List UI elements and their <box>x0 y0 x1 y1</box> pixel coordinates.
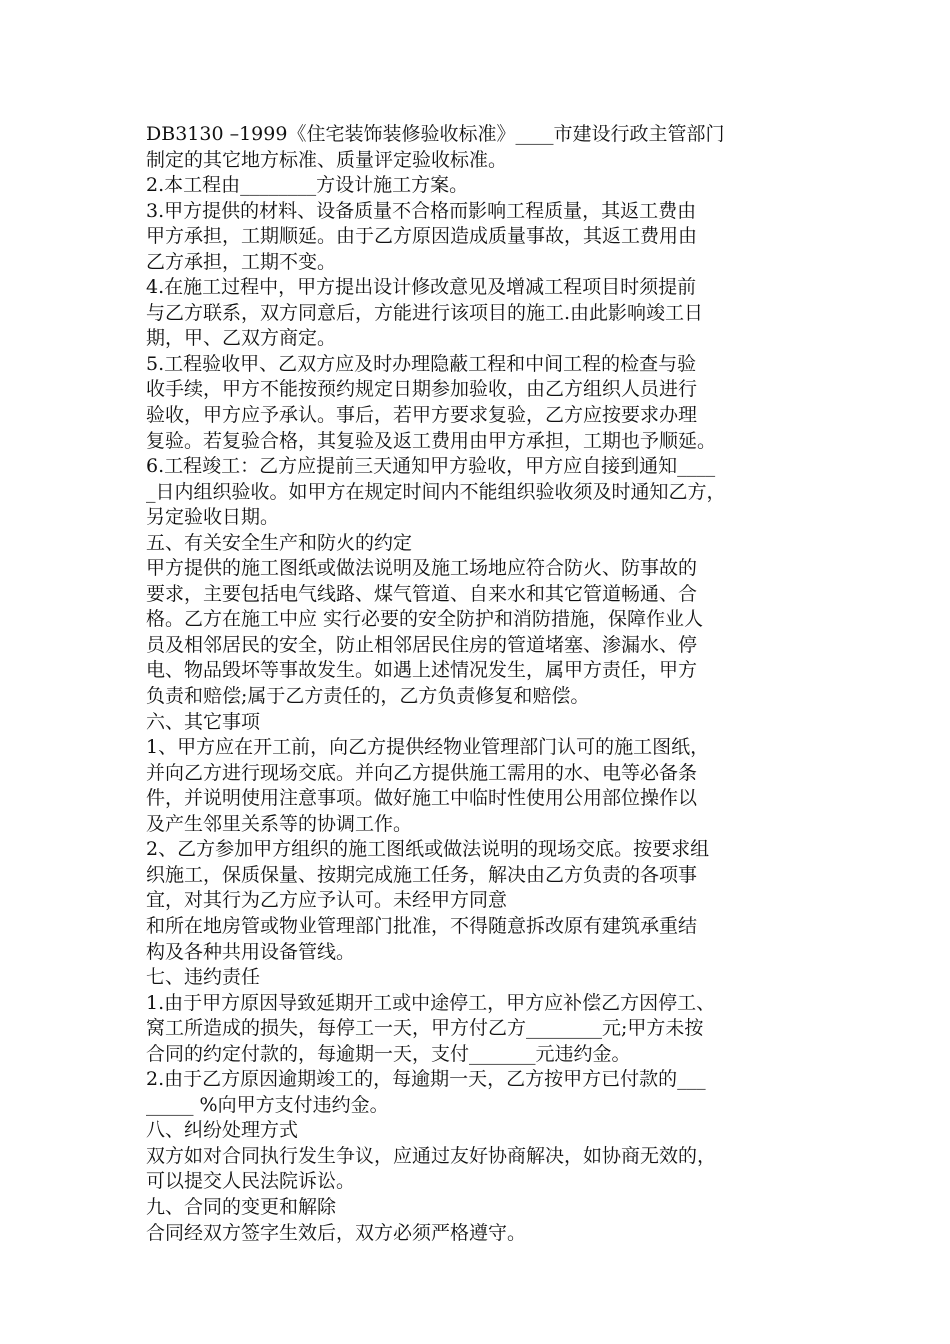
text-line: _____ %向甲方支付违约金。 <box>146 1093 389 1116</box>
text-line: 及产生邻里关系等的协调工作。 <box>146 812 413 835</box>
text-line: 六、其它事项 <box>146 710 261 733</box>
text-line: 窝工所造成的损失，每停工一天，甲方付乙方________元;甲方未按 <box>146 1017 704 1040</box>
text-line: 6.工程竣工：乙方应提前三天通知甲方验收，甲方应自接到通知____ <box>146 455 716 478</box>
text-line: 并向乙方进行现场交底。并向乙方提供施工需用的水、电等必备条 <box>146 761 698 784</box>
text-line: 负责和赔偿;属于乙方责任的，乙方负责修复和赔偿。 <box>146 685 590 708</box>
text-line: 制定的其它地方标准、质量评定验收标准。 <box>146 148 508 171</box>
text-line: 验收，甲方应予承认。事后，若甲方要求复验，乙方应按要求办理 <box>146 404 698 427</box>
text-line: 五、有关安全生产和防火的约定 <box>146 531 413 554</box>
text-line: 1、甲方应在开工前，向乙方提供经物业管理部门认可的施工图纸， <box>146 736 710 759</box>
text-line: 5.工程验收甲、乙双方应及时办理隐蔽工程和中间工程的检查与验 <box>146 352 697 375</box>
text-line: 复验。若复验合格，其复验及返工费用由甲方承担，工期也予顺延。 <box>146 429 717 452</box>
text-line: 3.甲方提供的材料、设备质量不合格而影响工程质量，其返工费由 <box>146 199 697 222</box>
text-line: 八、纠纷处理方式 <box>146 1119 299 1142</box>
text-line: 收手续，甲方不能按预约规定日期参加验收，由乙方组织人员进行 <box>146 378 698 401</box>
text-line: 格。乙方在施工中应 实行必要的安全防护和消防措施，保障作业人 <box>146 608 704 631</box>
text-line: 合同的约定付款的，每逾期一天，支付_______元违约金。 <box>146 1042 631 1065</box>
text-line: 宜，对其行为乙方应予认可。未经甲方同意 <box>146 889 508 912</box>
text-line: 和所在地房管或物业管理部门批准，不得随意拆改原有建筑承重结 <box>146 914 698 937</box>
text-line: 2、乙方参加甲方组织的施工图纸或做法说明的现场交底。按要求组 <box>146 838 710 861</box>
text-line: 2.由于乙方原因逾期竣工的，每逾期一天，乙方按甲方已付款的___ <box>146 1068 706 1091</box>
text-line: 4.在施工过程中，甲方提出设计修改意见及增减工程项目时须提前 <box>146 276 697 299</box>
text-line: 电、物品毁坏等事故发生。如遇上述情况发生，属甲方责任，甲方 <box>146 659 698 682</box>
text-line: 甲方承担，工期顺延。由于乙方原因造成质量事故，其返工费用由 <box>146 225 698 248</box>
text-line: 1.由于甲方原因导致延期开工或中途停工，甲方应补偿乙方因停工、 <box>146 991 716 1014</box>
text-line: 件，并说明使用注意事项。做好施工中临时性使用公用部位操作以 <box>146 787 698 810</box>
contract-body-text <box>146 122 816 1246</box>
text-line: 织施工，保质保量、按期完成施工任务，解决由乙方负责的各项事 <box>146 863 698 886</box>
text-line: _日内组织验收。如甲方在规定时间内不能组织验收须及时通知乙方， <box>146 480 726 503</box>
text-line: 2.本工程由________方设计施工方案。 <box>146 174 469 197</box>
text-line: 要求，主要包括电气线路、煤气管道、自来水和其它管道畅通、合 <box>146 582 698 605</box>
text-line: 可以提交人民法院诉讼。 <box>146 1170 356 1193</box>
text-line: 合同经双方签字生效后，双方必须严格遵守。 <box>146 1221 527 1244</box>
text-line: 员及相邻居民的安全，防止相邻居民住房的管道堵塞、渗漏水、停 <box>146 633 698 656</box>
text-line: 双方如对合同执行发生争议，应通过友好协商解决，如协商无效的， <box>146 1144 717 1167</box>
text-line: 与乙方联系，双方同意后，方能进行该项目的施工.由此影响竣工日 <box>146 301 704 324</box>
text-line: 另定验收日期。 <box>146 506 280 529</box>
text-line: 甲方提供的施工图纸或做法说明及施工场地应符合防火、防事故的 <box>146 557 698 580</box>
text-line: 期，甲、乙双方商定。 <box>146 327 337 350</box>
text-line: 构及各种共用设备管线。 <box>146 940 356 963</box>
text-line: 七、违约责任 <box>146 966 261 989</box>
text-line: DB3130 –1999《住宅装饰装修验收标准》____市建设行政主管部门 <box>146 123 725 145</box>
text-line: 乙方承担，工期不变。 <box>146 250 337 273</box>
text-line: 九、合同的变更和解除 <box>146 1195 337 1218</box>
